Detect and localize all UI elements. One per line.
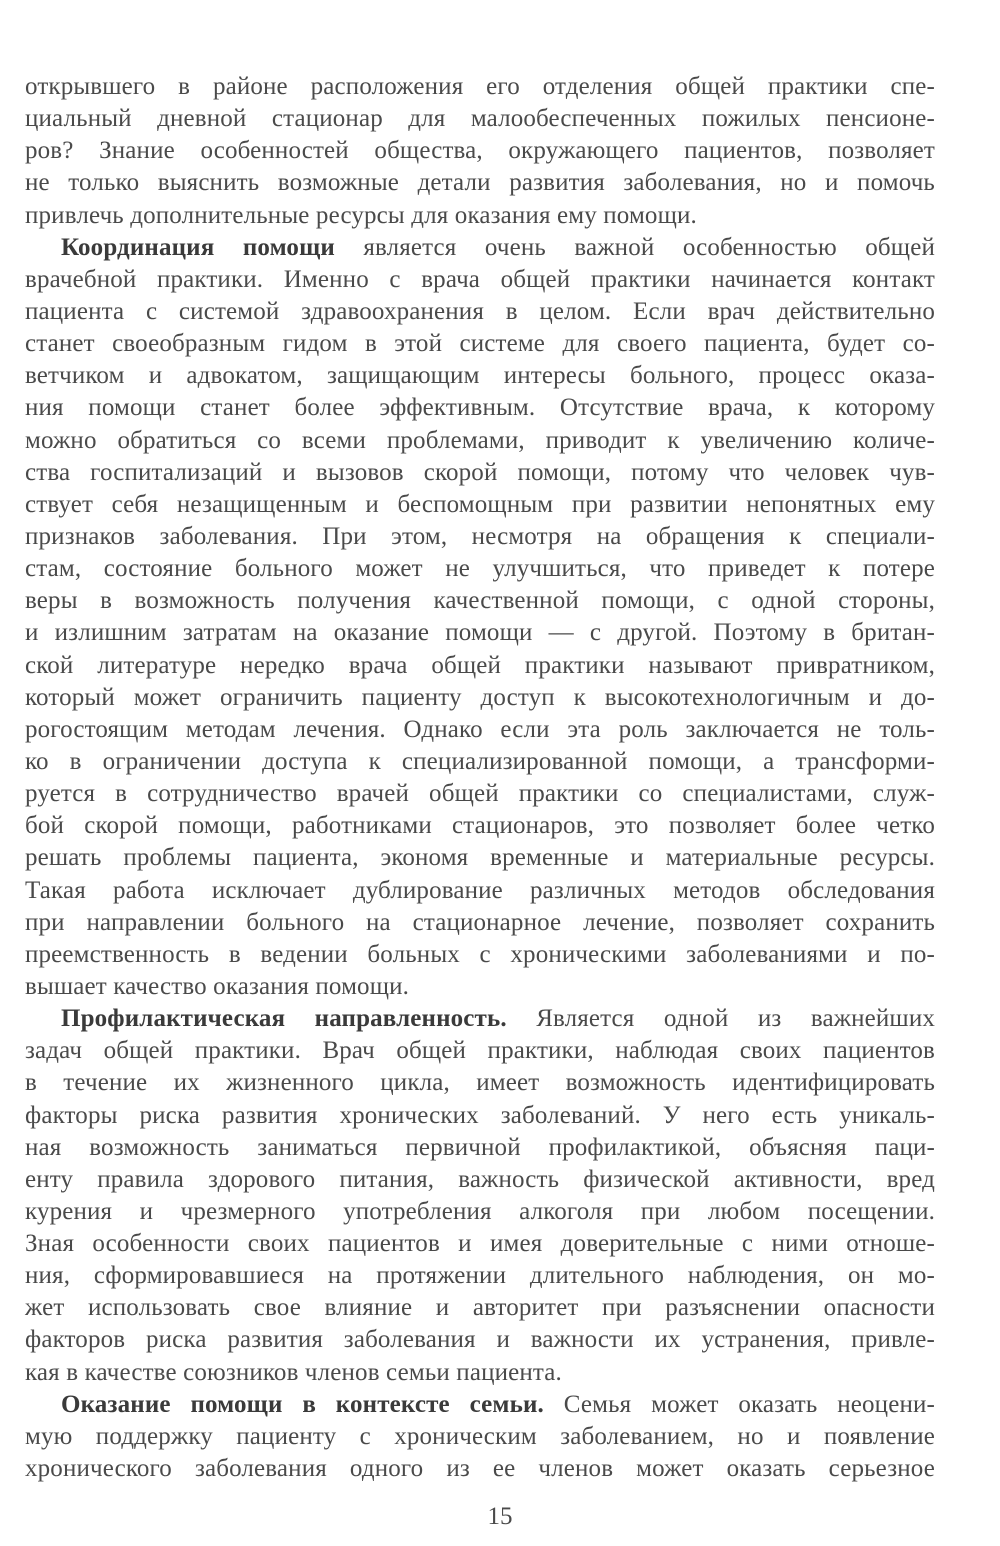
text-line (25, 1196, 935, 1228)
text-line (25, 682, 935, 714)
text-line (25, 1260, 935, 1292)
text-line (25, 392, 935, 424)
line-text: ния, сформировавшиеся на протяжении длительного наблюдения, он мо- (25, 1262, 935, 1290)
text-line (25, 521, 935, 553)
line-text: привлечь дополнительные ресурсы для оказания ему помощи. (25, 201, 697, 229)
text-line (25, 1132, 935, 1164)
paragraph (25, 1003, 935, 1389)
text-line (25, 1389, 935, 1421)
text-line (25, 1100, 935, 1132)
line-text: и излишним затратам на оказание помощи — с другой. Поэтому в британ- (25, 619, 935, 647)
body-text (25, 71, 935, 1485)
text-line (25, 1324, 935, 1356)
line-text: бой скорой помощи, работниками стационаров, это позволяет более четко (25, 812, 935, 840)
text-line (25, 714, 935, 746)
line-text: решать проблемы пациента, экономя временные и материальные ресурсы. (25, 844, 935, 872)
text-line (25, 1067, 935, 1099)
text-line (25, 1357, 935, 1389)
paragraph-lead-term: Профилактическая направленность. (61, 1005, 507, 1033)
text-line (25, 971, 935, 1003)
text-line (25, 425, 935, 457)
text-line (25, 457, 935, 489)
text-line (25, 200, 935, 232)
line-text: преемственность в ведении больных с хроническими заболеваниями и по- (25, 940, 935, 968)
paragraph (25, 1389, 935, 1485)
line-text: вышает качество оказания помощи. (25, 972, 410, 1000)
text-line (25, 553, 935, 585)
paragraph (25, 71, 935, 232)
paragraph-lead-term: Оказание помощи в контексте семьи. (61, 1390, 544, 1418)
line-text: ров? Знание особенностей общества, окружающего пациентов, позволяет (25, 137, 935, 165)
text-line (25, 746, 935, 778)
line-text: факторов риска развития заболевания и важности их устранения, привле- (25, 1326, 935, 1354)
line-text: ния помощи станет более эффективным. Отсутствие врача, к которому (25, 394, 935, 422)
line-text: факторы риска развития хронических заболеваний. У него есть уникаль- (25, 1101, 935, 1129)
text-line (25, 489, 935, 521)
text-line (25, 328, 935, 360)
line-text: ствует себя незащищенным и беспомощным при развитии непонятных ему (25, 490, 935, 518)
text-line (25, 264, 935, 296)
line-text: не только выяснить возможные детали развития заболевания, но и помочь (25, 169, 935, 197)
line-text: ная возможность заниматься первичной профилактикой, объясняя паци- (25, 1133, 935, 1161)
text-line (25, 103, 935, 135)
line-text: хронического заболевания одного из ее членов может оказать серьезное (25, 1455, 935, 1483)
text-line (25, 939, 935, 971)
text-line (25, 842, 935, 874)
text-line (25, 875, 935, 907)
text-line (25, 650, 935, 682)
line-text: который может ограничить пациенту доступ к высокотехнологичным и до- (25, 683, 935, 711)
page-number: 15 (487, 1503, 513, 1530)
text-line (25, 1003, 935, 1035)
line-text: ства госпитализаций и вызовов скорой помощи, потому что человек чув- (25, 458, 935, 486)
text-line (25, 1421, 935, 1453)
line-text: Такая работа исключает дублирование различных методов обследования (25, 876, 935, 904)
text-line (25, 232, 935, 264)
line-text: ской литературе нередко врача общей практики называют привратником, (25, 651, 935, 679)
text-line (25, 585, 935, 617)
text-line (25, 296, 935, 328)
text-line (25, 1164, 935, 1196)
line-text: мую поддержку пациенту с хроническим заболеванием, но и появление (25, 1422, 935, 1450)
line-text: рогостоящим методам лечения. Однако если эта роль заключается не толь- (25, 715, 935, 743)
text-line (25, 71, 935, 103)
line-text: признаков заболевания. При этом, несмотря на обращения к специали- (25, 522, 935, 550)
paragraph (25, 232, 935, 1003)
line-text: стам, состояние больного может не улучшиться, что приведет к потере (25, 555, 935, 583)
line-text: врачебной практики. Именно с врача общей практики начинается контакт (25, 265, 935, 293)
text-line (25, 360, 935, 392)
paragraph-lead-term: Координация помощи (61, 233, 335, 261)
line-text: в течение их жизненного цикла, имеет возможность идентифицировать (25, 1069, 935, 1097)
line-text: енту правила здорового питания, важность физической активности, вред (25, 1165, 935, 1193)
line-text: ко в ограничении доступа к специализированной помощи, а трансформи- (25, 747, 935, 775)
text-line (25, 135, 935, 167)
line-text: жет использовать свое влияние и авторитет при разъяснении опасности (25, 1294, 935, 1322)
line-text: можно обратиться со всеми проблемами, приводит к увеличению количе- (25, 426, 935, 454)
text-line (25, 1035, 935, 1067)
text-line (25, 810, 935, 842)
text-line (25, 778, 935, 810)
line-text: циальный дневной стационар для малообеспеченных пожилых пенсионе- (25, 105, 935, 133)
line-text: задач общей практики. Врач общей практики, наблюдая своих пациентов (25, 1037, 935, 1065)
line-text: кая в качестве союзников членов семьи пациента. (25, 1358, 562, 1386)
text-line (25, 617, 935, 649)
line-text: веры в возможность получения качественной помощи, с одной стороны, (25, 587, 935, 615)
line-text: руется в сотрудничество врачей общей практики со специалистами, служ- (25, 780, 935, 808)
text-line (25, 167, 935, 199)
line-text: открывшего в районе расположения его отделения общей практики спе- (25, 73, 935, 100)
line-text: является очень важной особенностью общей (334, 233, 935, 261)
line-text: Семья может оказать неоцени- (543, 1390, 935, 1418)
line-text: Является одной из важнейших (506, 1005, 935, 1033)
line-text: при направлении больного на стационарное лечение, позволяет сохранить (25, 908, 935, 936)
line-text: ветчиком и адвокатом, защищающим интересы больного, процесс оказа- (25, 362, 935, 390)
text-line (25, 1228, 935, 1260)
line-text: Зная особенности своих пациентов и имея доверительные с ними отноше- (25, 1230, 935, 1258)
line-text: станет своеобразным гидом в этой системе для своего пациента, будет со- (25, 330, 935, 358)
line-text: пациента с системой здравоохранения в целом. Если врач действительно (25, 297, 935, 325)
text-line (25, 907, 935, 939)
line-text: курения и чрезмерного употребления алкоголя при любом посещении. (25, 1197, 935, 1225)
text-line (25, 1292, 935, 1324)
text-line (25, 1453, 935, 1485)
